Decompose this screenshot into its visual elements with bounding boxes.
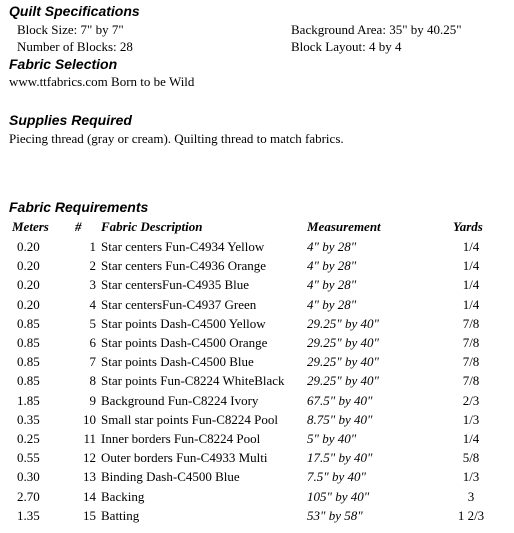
yards-cell: 1/4 xyxy=(462,297,480,312)
measurement-cell: 4" by 28" xyxy=(307,239,357,254)
meters-cell: 0.85 xyxy=(17,354,40,369)
description-cell: Binding Dash-C4500 Blue xyxy=(101,469,240,484)
number-cell: 15 xyxy=(83,508,96,523)
table-row xyxy=(0,508,514,527)
meters-cell: 0.20 xyxy=(17,258,40,273)
table-row xyxy=(0,393,514,412)
measurement-cell: 17.5" by 40" xyxy=(307,450,373,465)
number-cell: 10 xyxy=(83,412,96,427)
number-cell: 8 xyxy=(89,373,96,388)
description-cell: Star centers Fun-C4936 Orange xyxy=(101,258,266,273)
number-cell: 4 xyxy=(89,297,96,312)
description-cell: Star centers Fun-C4934 Yellow xyxy=(101,239,265,254)
meters-cell: 1.85 xyxy=(17,393,40,408)
yards-cell: 1/4 xyxy=(462,431,480,446)
meters-cell: 0.35 xyxy=(17,412,40,427)
fabric-selection-heading: Fabric Selection xyxy=(9,56,118,72)
yards-cell: 7/8 xyxy=(462,373,480,388)
fabric-requirements-heading: Fabric Requirements xyxy=(9,199,149,215)
description-cell: Backing xyxy=(101,489,145,504)
yards-cell: 2/3 xyxy=(462,393,480,408)
meters-cell: 0.30 xyxy=(17,469,40,484)
table-row xyxy=(0,239,514,258)
measurement-cell: 4" by 28" xyxy=(307,258,357,273)
description-cell: Outer borders Fun-C4933 Multi xyxy=(101,450,268,465)
description-cell: Star points Dash-C4500 Orange xyxy=(101,335,268,350)
meters-cell: 0.20 xyxy=(17,277,40,292)
table-row xyxy=(0,335,514,354)
table-row xyxy=(0,277,514,296)
meters-cell: 0.85 xyxy=(17,373,40,388)
measurement-cell: 53" by 58" xyxy=(307,508,363,523)
table-row xyxy=(0,297,514,316)
column-header-measurement: Measurement xyxy=(307,219,381,234)
number-cell: 6 xyxy=(89,335,96,350)
yards-cell: 1/3 xyxy=(462,469,480,484)
yards-cell: 1/4 xyxy=(462,277,480,292)
number-cell: 12 xyxy=(83,450,96,465)
meters-cell: 0.85 xyxy=(17,316,40,331)
yards-cell: 1/4 xyxy=(462,239,480,254)
table-header xyxy=(0,219,514,238)
meters-cell: 2.70 xyxy=(17,489,40,504)
yards-cell: 7/8 xyxy=(462,316,480,331)
column-header-yards: Yards xyxy=(453,219,483,234)
supplies-required-heading: Supplies Required xyxy=(9,112,132,128)
description-cell: Star points Dash-C4500 Yellow xyxy=(101,316,266,331)
description-cell: Inner borders Fun-C8224 Pool xyxy=(101,431,261,446)
number-cell: 2 xyxy=(89,258,96,273)
table-row xyxy=(0,258,514,277)
description-cell: Background Fun-C8224 Ivory xyxy=(101,393,259,408)
yards-cell: 1/4 xyxy=(462,258,480,273)
description-cell: Batting xyxy=(101,508,140,523)
number-cell: 13 xyxy=(83,469,96,484)
table-row xyxy=(0,431,514,450)
column-header-description: Fabric Description xyxy=(101,219,203,234)
measurement-cell: 7.5" by 40" xyxy=(307,469,366,484)
measurement-cell: 4" by 28" xyxy=(307,277,357,292)
description-cell: Small star points Fun-C8224 Pool xyxy=(101,412,278,427)
yards-cell: 7/8 xyxy=(462,354,480,369)
table-row xyxy=(0,489,514,508)
meters-cell: 1.35 xyxy=(17,508,40,523)
yards-cell: 3 xyxy=(467,489,475,504)
measurement-cell: 4" by 28" xyxy=(307,297,357,312)
measurement-cell: 67.5" by 40" xyxy=(307,393,373,408)
table-row xyxy=(0,316,514,335)
description-cell: Star points Fun-C8224 WhiteBlack xyxy=(101,373,285,388)
description-cell: Star centersFun-C4935 Blue xyxy=(101,277,250,292)
supplies-required-text: Piecing thread (gray or cream). Quilting thread to match fabrics. xyxy=(9,131,344,146)
measurement-cell: 29.25" by 40" xyxy=(307,316,379,331)
description-cell: Star points Dash-C4500 Blue xyxy=(101,354,254,369)
measurement-cell: 105" by 40" xyxy=(307,489,370,504)
quilt-specifications-heading: Quilt Specifications xyxy=(9,3,140,19)
number-cell: 14 xyxy=(83,489,96,504)
yards-cell: 1 2/3 xyxy=(457,508,485,523)
column-header-meters: Meters xyxy=(12,219,49,234)
measurement-cell: 29.25" by 40" xyxy=(307,335,379,350)
yards-cell: 1/3 xyxy=(462,412,480,427)
fabric-selection-text: www.ttfabrics.com Born to be Wild xyxy=(9,74,195,89)
meters-cell: 0.20 xyxy=(17,239,40,254)
table-row xyxy=(0,469,514,488)
meters-cell: 0.25 xyxy=(17,431,40,446)
measurement-cell: 29.25" by 40" xyxy=(307,354,379,369)
number-cell: 1 xyxy=(89,239,96,254)
description-cell: Star centersFun-C4937 Green xyxy=(101,297,257,312)
table-row xyxy=(0,450,514,469)
number-cell: 11 xyxy=(83,431,96,446)
yards-cell: 5/8 xyxy=(462,450,480,465)
number-cell: 9 xyxy=(89,393,96,408)
meters-cell: 0.55 xyxy=(17,450,40,465)
table-row xyxy=(0,373,514,392)
measurement-cell: 5" by 40" xyxy=(307,431,357,446)
meters-cell: 0.85 xyxy=(17,335,40,350)
measurement-cell: 29.25" by 40" xyxy=(307,373,379,388)
meters-cell: 0.20 xyxy=(17,297,40,312)
table-row xyxy=(0,354,514,373)
number-cell: 7 xyxy=(89,354,96,369)
yards-cell: 7/8 xyxy=(462,335,480,350)
number-cell: 3 xyxy=(89,277,96,292)
table-row xyxy=(0,412,514,431)
column-header-number: # xyxy=(75,219,82,234)
measurement-cell: 8.75" by 40" xyxy=(307,412,373,427)
number-of-blocks: Number of Blocks: 28 xyxy=(17,39,133,54)
number-cell: 5 xyxy=(89,316,96,331)
block-layout: Block Layout: 4 by 4 xyxy=(291,39,402,54)
background-area: Background Area: 35" by 40.25" xyxy=(291,22,462,37)
block-size: Block Size: 7" by 7" xyxy=(17,22,124,37)
